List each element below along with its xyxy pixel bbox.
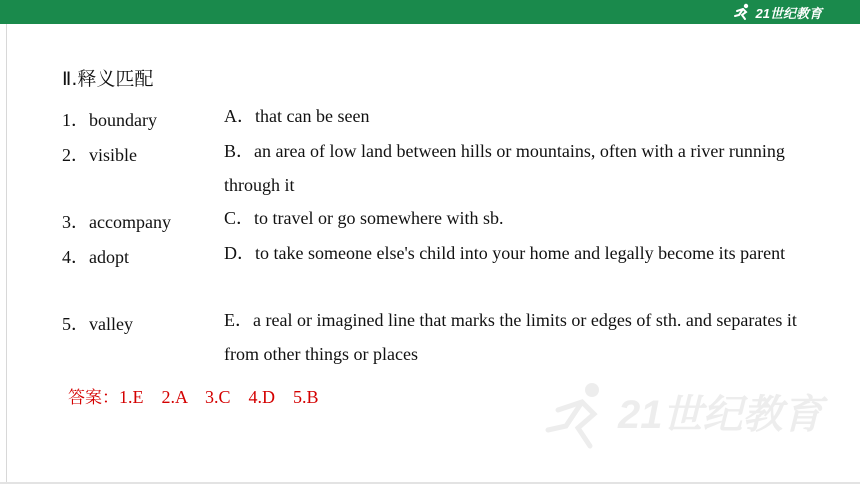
left-divider [6,24,7,484]
item-word: valley [89,314,133,334]
header-bar [0,0,860,24]
answer-line [68,383,319,409]
site-logo[interactable] [733,2,822,22]
watermark-logo [540,376,840,456]
section-title: Ⅱ.释义匹配 [62,68,154,90]
item-word: boundary [89,110,157,130]
definition-letter: B． [224,141,255,161]
list-item [62,106,157,132]
answer-value: 1.E 2.A 3.C 4.D 5.B [119,387,319,407]
item-number: 1． [62,110,89,130]
definition-text: to take someone else's child into your home and legally become its parent [255,243,786,263]
runner-watermark-icon [548,383,599,446]
definition-letter: C． [224,208,255,228]
definition-text: to travel or go somewhere with sb. [254,208,504,228]
list-item [62,310,133,336]
item-word: visible [89,145,137,165]
definition-letter: A． [224,106,255,126]
definition-text: that can be seen [255,106,370,126]
runner-logo-icon [733,3,753,21]
logo-text: 21世纪教育 [755,5,822,21]
list-item [62,208,171,234]
definition-item [224,303,824,371]
item-word: adopt [89,247,129,267]
answer-label: 答案： [68,388,119,408]
definition-item [224,201,824,235]
item-number: 3． [62,212,89,232]
watermark-text: 21世纪教育 [618,393,823,437]
list-item [62,243,129,269]
definition-text: a real or imagined line that marks the limits or edges of sth. and separates it from other things or places [224,310,797,364]
item-number: 4． [62,247,89,267]
item-number: 5． [62,314,89,334]
definition-item [224,236,824,270]
list-item [62,141,137,167]
definition-item [224,99,824,133]
definition-text: an area of low land between hills or mountains, often with a river running through it [224,141,785,195]
item-number: 2． [62,145,89,165]
definition-item [224,134,824,202]
definition-letter: E． [224,310,253,330]
definition-letter: D． [224,243,255,263]
item-word: accompany [89,212,171,232]
